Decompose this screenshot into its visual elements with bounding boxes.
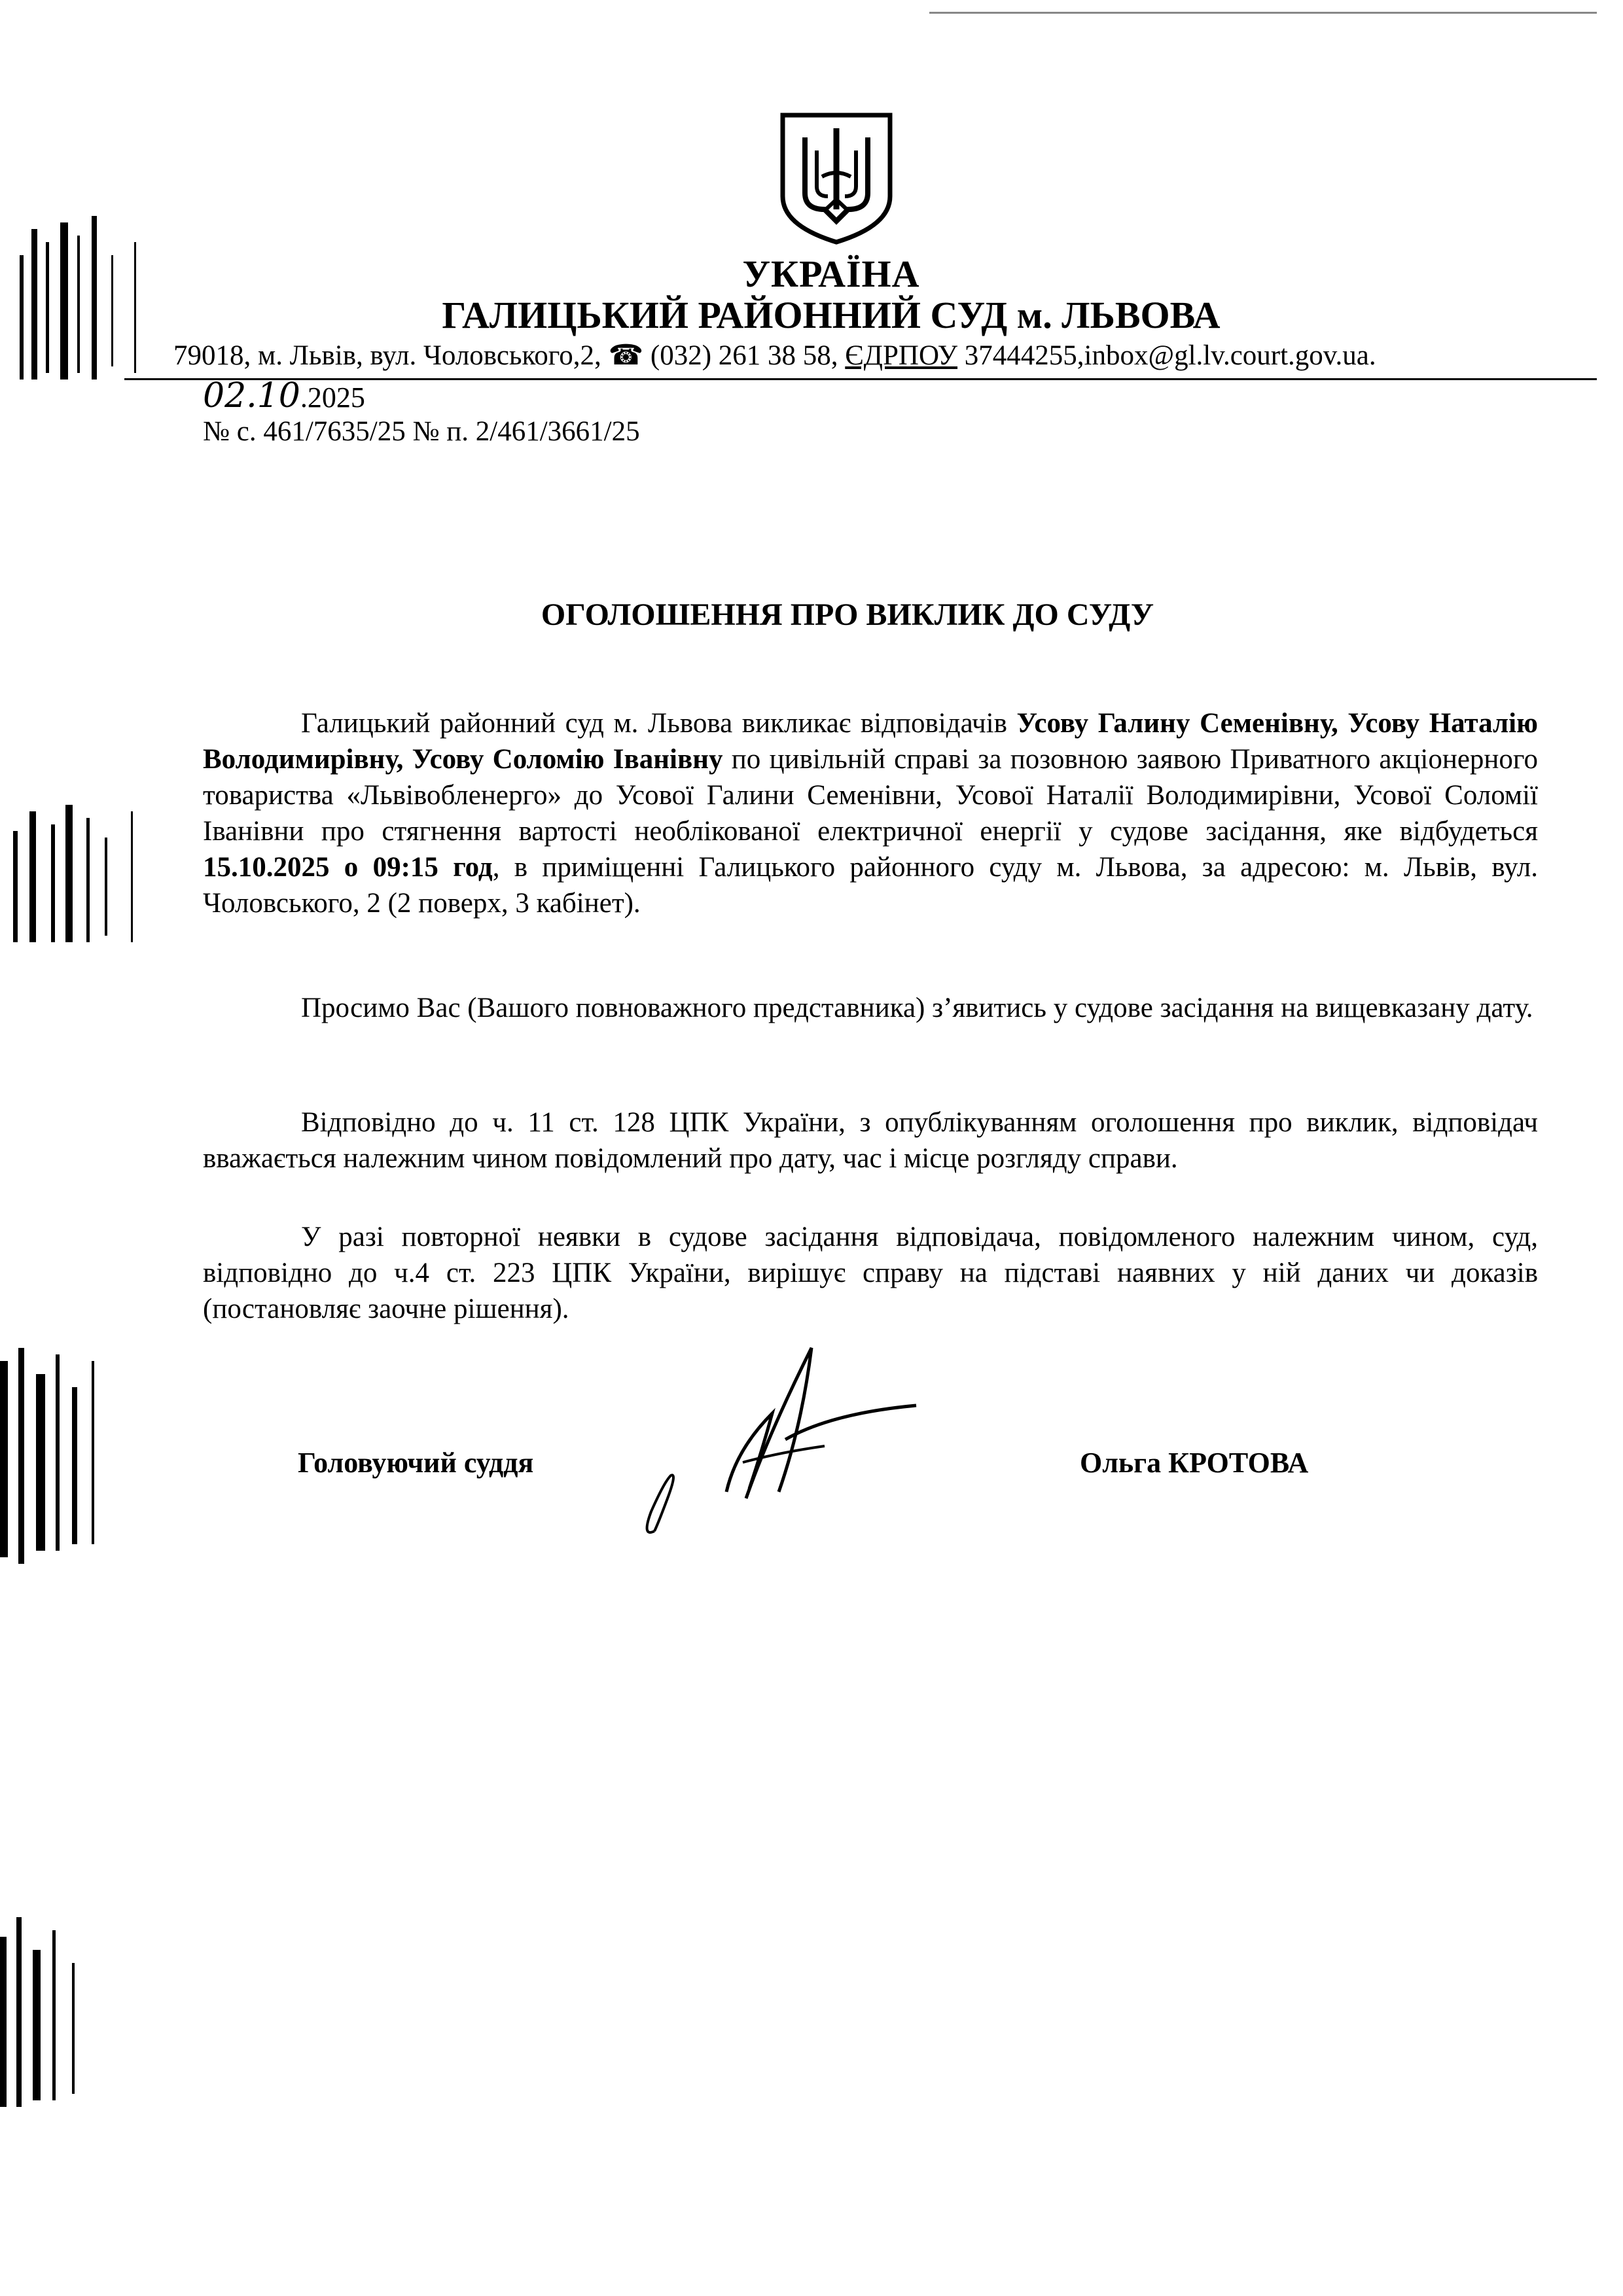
summons-text-3: , в приміщенні Галицького районного суду м. Львова, за адресою: м. Львів, вул. Чоловського, 2 (2 поверх, 3 кабінет). [203,852,1538,919]
coat-of-arms-icon [779,111,894,245]
date-year: .2025 [300,381,365,414]
paragraph-absence-consequence: У разі повторної неявки в судове засідання відповідача, повідомленого належним чином, суд, відповідно до ч.4 ст. 223 ЦПК України, вирішує справу на підставі наявних у ній даних чи доказів (постановляє заочне рішення). [203,1222,1538,1324]
country-heading: УКРАЇНА [742,253,920,295]
summons-text-2: по цивільній справі за позовною заявою Приватного акціонерного товариства «Львівобленерго» до Усової Галини Семенівни, Усової Наталії Володимирівни, Усової Соломії Іванівни про стягнення вартості необлікованої електричної енергії у судове засідання, яке відбудеться [203,744,1538,847]
scan-artifact [0,1348,170,1570]
judge-name: Ольга КРОТОВА [1080,1447,1309,1479]
phone-number: (032) 261 38 58, [650,340,846,371]
court-name-heading: ГАЛИЦЬКИЙ РАЙОННИЙ СУД м. ЛЬВОВА [442,294,1221,336]
scan-artifact [0,805,170,949]
phone-icon: ☎ [608,340,644,371]
handwritten-date: 02.10 [203,376,300,415]
paragraph-summons [203,705,1538,921]
case-numbers: № с. 461/7635/25 № п. 2/461/3661/25 [203,416,640,447]
document-title: ОГОЛОШЕННЯ ПРО ВИКЛИК ДО СУДУ [541,597,1154,632]
scan-artifact [0,1917,170,2113]
edrpou-label: ЄДРПОУ [845,340,958,371]
document-date [203,376,365,415]
handwritten-signature-icon [615,1335,955,1544]
paragraph-law-reference: Відповідно до ч. 11 ст. 128 ЦПК України, з опублікуванням оголошення про виклик, відповідач вважається належним чином повідомлений про дату, час і місце розгляду справи. [203,1107,1538,1174]
judge-title: Головуючий суддя [298,1447,534,1479]
defendants-names: Усову Галину Семенівну, Усову Наталію Володимирівну, Усову Соломію Іванівну [203,708,1538,775]
paragraph-request: Просимо Вас (Вашого повноважного представника) з’явитись у судове засідання на вищевказану дату. [301,993,1533,1023]
address-text: 79018, м. Львів, вул. Чоловського,2, [173,340,609,371]
edrpou-email-text: 37444255,inbox@gl.lv.court.gov.ua. [957,340,1376,371]
scan-edge-line [929,12,1597,14]
summons-text-1: Галицький районний суд м. Львова викликає відповідачів [301,708,1017,739]
hearing-datetime: 15.10.2025 о 09:15 год [203,852,493,883]
court-address [173,339,1376,372]
